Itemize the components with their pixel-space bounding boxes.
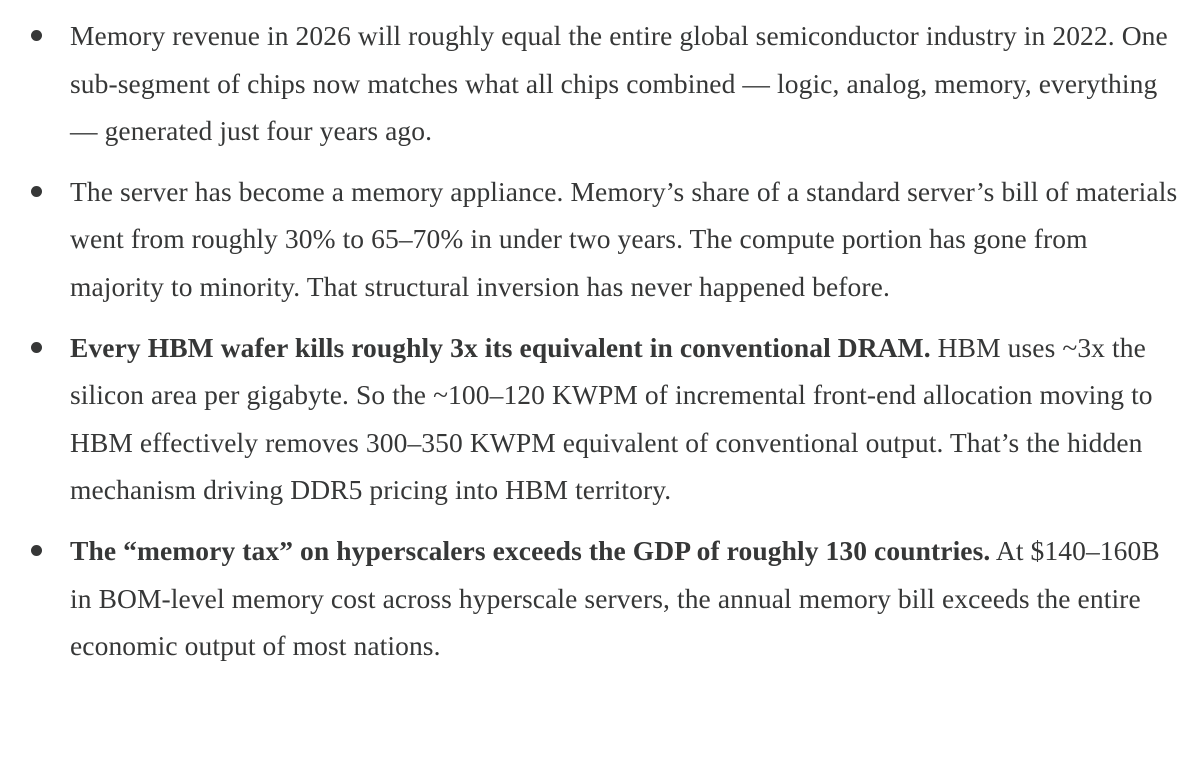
- bullet-item-memory-tax: [0, 527, 1200, 670]
- bullet-dot-icon: [31, 186, 42, 197]
- bullet-dot-icon: [31, 30, 42, 41]
- bullet-lead: Every HBM wafer kills roughly 3x its equivalent in conventional DRAM.: [70, 331, 931, 363]
- bullet-text: HBM uses ~3x the silicon area per gigabyte. So the ~100–120 KWPM of incremental front-end allocation moving to HBM effectively removes 300–350 KWPM equivalent of conventional output. That’s the hidden mechanism driving DDR5 pricing into HBM territory.: [70, 331, 1153, 506]
- bullet-dot-icon: [31, 342, 42, 353]
- bullet-dot-icon: [31, 545, 42, 556]
- bullet-text: Memory revenue in 2026 will roughly equal the entire global semiconductor industry in 2022. One sub-segment of chips now matches what all chips combined — logic, analog, memory, everything — generated just four years ago.: [70, 20, 1168, 147]
- bullet-item-server-appliance: [0, 168, 1200, 311]
- bullet-text: The server has become a memory appliance. Memory’s share of a standard server’s bill of materials went from roughly 30% to 65–70% in under two years. The compute portion has gone from majority to minority. That structural inversion has never happened before.: [70, 175, 1178, 302]
- bullet-lead: The “memory tax” on hyperscalers exceeds the GDP of roughly 130 countries.: [70, 534, 991, 566]
- bullet-text: At $140–160B in BOM-level memory cost across hyperscale servers, the annual memory bill exceeds the entire economic output of most nations.: [70, 534, 1160, 662]
- bullet-item-revenue: [0, 12, 1200, 155]
- bullet-item-hbm-wafer: [0, 324, 1200, 514]
